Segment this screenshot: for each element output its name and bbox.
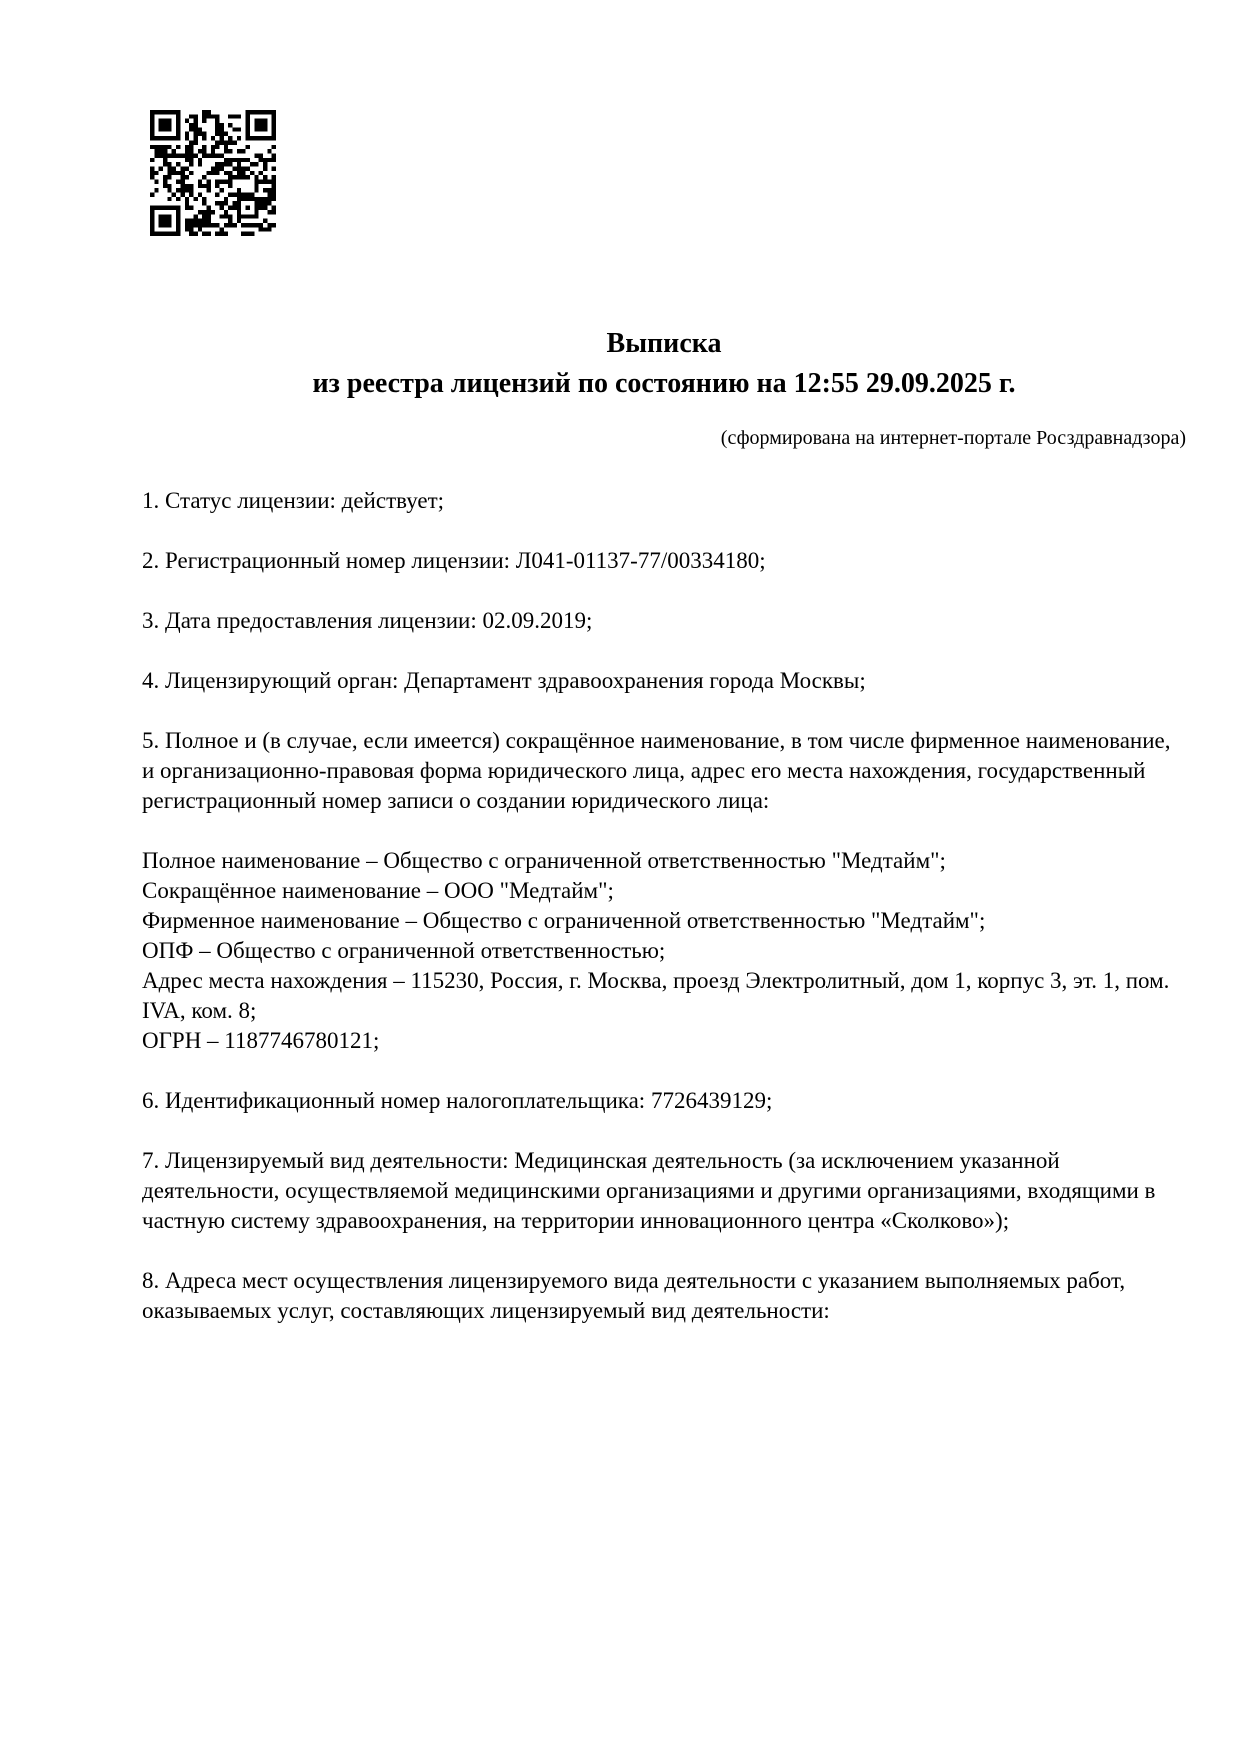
paragraph-grant-date: 3. Дата предоставления лицензии: 02.09.2019; [142, 608, 593, 633]
org-full-name: Полное наименование – Общество с ограниченной ответственностью "Медтайм"; [142, 848, 946, 873]
paragraph-registration-number: 2. Регистрационный номер лицензии: Л041-01137-77/00334180; [142, 548, 766, 573]
qr-code-icon [150, 110, 276, 236]
document-title [142, 324, 1186, 404]
document-subtitle: (сформирована на интернет-портале Росздравнадзора) [720, 427, 1186, 449]
paragraph-org-info-intro: 5. Полное и (в случае, если имеется) сокращённое наименование, в том числе фирменное наименование, и организационно-правовая форма юридического лица, адрес его места нахождения, государственный регистрационный номер записи о создании юридического лица: [142, 728, 1171, 813]
org-details-block [142, 846, 1186, 1056]
org-legal-form: ОПФ – Общество с ограниченной ответственностью; [142, 938, 666, 963]
document-body [142, 486, 1186, 1326]
org-short-name: Сокращённое наименование – ООО "Медтайм"; [142, 878, 614, 903]
paragraph-inn: 6. Идентификационный номер налогоплательщика: 7726439129; [142, 1088, 773, 1113]
org-address: Адрес места нахождения – 115230, Россия, г. Москва, проезд Электролитный, дом 1, корпус 3, эт. 1, пом. IVA, ком. 8; [142, 968, 1170, 1023]
org-ogrn: ОГРН – 1187746780121; [142, 1028, 380, 1053]
document-page [0, 110, 1240, 1760]
org-brand-name: Фирменное наименование – Общество с ограниченной ответственностью "Медтайм"; [142, 908, 986, 933]
paragraph-licensing-authority: 4. Лицензирующий орган: Департамент здравоохранения города Москвы; [142, 668, 866, 693]
paragraph-licensed-activity: 7. Лицензируемый вид деятельности: Медицинская деятельность (за исключением указанной деятельности, осуществляемой медицинскими организациями и другими организациями, входящими в частную систему здравоохранения, на территории инновационного центра «Сколково»); [142, 1148, 1156, 1233]
paragraph-license-status: 1. Статус лицензии: действует; [142, 488, 445, 513]
document-title-line2: из реестра лицензий по состоянию на 12:55 29.09.2025 г. [312, 368, 1016, 399]
paragraph-addresses-intro: 8. Адреса мест осуществления лицензируемого вида деятельности с указанием выполняемых работ, оказываемых услуг, составляющих лицензируемый вид деятельности: [142, 1268, 1126, 1323]
document-title-line1: Выписка [606, 328, 722, 359]
